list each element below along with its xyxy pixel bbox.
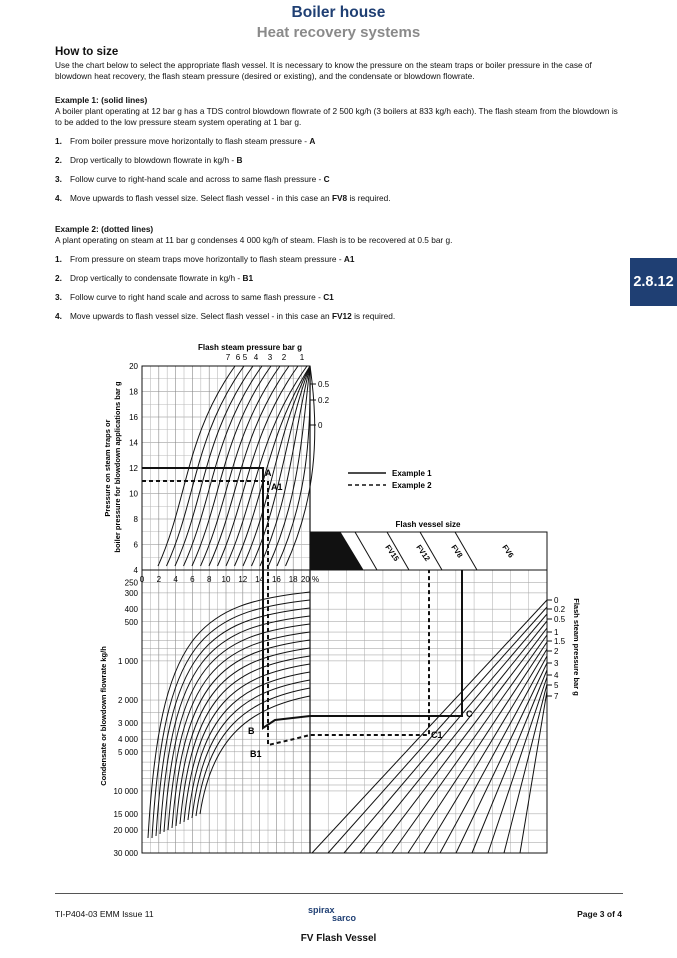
- point-label: C: [466, 709, 473, 719]
- step-ref: B: [236, 155, 243, 165]
- x-tick-label: 12: [238, 575, 248, 584]
- right-tick-label: 1.5: [554, 637, 566, 646]
- top-tick-label: 4: [253, 353, 259, 362]
- right-tick-label: 0: [554, 596, 559, 605]
- x-tick-label: 4: [173, 575, 178, 584]
- top-tick-label: 6: [235, 353, 241, 362]
- y-tick-label: 1 000: [117, 656, 138, 666]
- example2-heading: Example 2: (dotted lines): [55, 224, 154, 234]
- right-tick-label: 4: [554, 671, 559, 680]
- y-tick-label: 15 000: [113, 809, 138, 819]
- top-tick-label: 5: [242, 353, 248, 362]
- x-tick-label: 2: [156, 575, 162, 584]
- vessel-label: FV12: [414, 542, 433, 563]
- x-tick-label: 18: [288, 575, 298, 584]
- diagonal-line: [456, 663, 547, 853]
- step-number: 3.: [55, 292, 62, 302]
- step-ref: C1: [323, 292, 334, 302]
- y-tick-label: 2 000: [117, 696, 138, 706]
- legend-label: Example 2: [392, 481, 432, 490]
- x-tick-label: 6: [190, 575, 195, 584]
- section-tab: 2.8.12: [630, 258, 677, 306]
- step-ref: C: [323, 174, 330, 184]
- point-label: A1: [271, 482, 283, 492]
- right-y-label: Flash steam pressure bar g: [572, 598, 581, 696]
- right-tick-label: 0: [318, 421, 323, 430]
- step-text: From pressure on steam traps move horizontally to flash steam pressure -: [70, 254, 344, 264]
- legend-label: Example 1: [392, 469, 432, 478]
- diagonal-line: [408, 642, 547, 853]
- example1-path: [139, 468, 465, 728]
- y-tick-label: 20 000: [113, 826, 138, 836]
- y-tick-label: 30 000: [113, 849, 138, 858]
- top-tick-label: 2: [281, 353, 287, 362]
- right-tick-label: 7: [554, 692, 559, 701]
- right-tick-label: 0.5: [554, 615, 566, 624]
- x-tick-label: 8: [206, 575, 212, 584]
- pressure-curve: [175, 366, 253, 566]
- y-tick-label: 20: [129, 362, 138, 371]
- step-number: 1.: [55, 254, 62, 264]
- step-text: Move upwards to flash vessel size. Select flash vessel - in this case an: [70, 193, 332, 203]
- chart-title: Flash steam pressure bar g: [197, 343, 303, 352]
- step-after: is required.: [347, 193, 391, 203]
- y-tick-label: 6: [133, 540, 138, 550]
- y-tick-label: 16: [129, 413, 138, 422]
- vessel-header: Flash vessel size: [395, 520, 461, 529]
- x-tick-label: 16: [271, 575, 281, 584]
- diagonal-line: [392, 635, 547, 853]
- vessel-label: FV18: [362, 540, 381, 561]
- flow-curve: [156, 608, 310, 836]
- diagonal-line: [520, 691, 547, 853]
- pressure-curve: [209, 366, 289, 566]
- example1-text: A boiler plant operating at 12 bar g has a TDS control blowdown flowrate of 2 500 kg/h (3 boilers at 833 kg/h each). The flash steam from the blowdown is to be added to the low pressure steam system operating at 1 bar g.: [55, 106, 618, 127]
- x-tick-label: 20 %: [300, 575, 320, 584]
- spirax-sarco-logo: [298, 905, 378, 925]
- step-after: is required.: [351, 311, 396, 321]
- pressure-curve: [167, 366, 245, 566]
- chart-examples: [139, 468, 465, 745]
- top-tick-label: 7: [225, 353, 231, 362]
- y-tick-label: 14: [129, 438, 138, 448]
- x-tick-label: 14: [255, 575, 265, 584]
- logo-bottom: sarco: [332, 913, 357, 923]
- chart-curves: [148, 366, 547, 853]
- footer-page-number: Page 3 of 4: [577, 909, 622, 919]
- point-label: C1: [431, 730, 443, 740]
- step-number: 4.: [55, 311, 62, 321]
- diagonal-line: [360, 621, 547, 853]
- step-number: 3.: [55, 174, 62, 184]
- example1-heading: Example 1: (solid lines): [55, 95, 148, 105]
- y-tick-label: 10: [129, 489, 138, 499]
- y-tick-label: 10 000: [113, 786, 138, 796]
- y-tick-label: 400: [124, 605, 138, 615]
- step-text: Move upwards to flash vessel size. Select flash vessel - in this case an: [70, 311, 332, 321]
- step-text: Follow curve to right hand scale and across to same flash pressure -: [70, 292, 324, 302]
- right-tick-label: 0.5: [318, 380, 330, 389]
- step-number: 2.: [55, 155, 62, 165]
- step-number: 2.: [55, 273, 62, 283]
- right-tick-label: 0.2: [554, 605, 566, 614]
- step-ref: FV8: [331, 193, 348, 203]
- y-tick-label: 8: [133, 515, 138, 524]
- right-tick-label: 5: [554, 681, 559, 690]
- y-tick-label: 18: [129, 387, 138, 397]
- diagonal-line: [488, 677, 547, 853]
- right-tick-label: 2: [554, 647, 559, 656]
- step-number: 1.: [55, 136, 62, 146]
- vessel-label: FV15: [383, 542, 402, 563]
- upper-y-label: [103, 381, 122, 553]
- page-title: Boiler house: [291, 4, 386, 21]
- y-tick-label: 4: [133, 566, 138, 575]
- step-text: From boiler pressure move horizontally to flash steam pressure -: [70, 136, 310, 146]
- example2-text: A plant operating on steam at 11 bar g condenses 4 000 kg/h of steam. Flash is to be recovered at 0.5 bar g.: [55, 235, 453, 245]
- point-label: B: [248, 726, 255, 736]
- y-tick-label: 12: [129, 464, 138, 473]
- point-label: B1: [250, 749, 262, 759]
- pressure-curve: [184, 366, 263, 566]
- footer-divider: [55, 893, 623, 894]
- pressure-curve: [218, 366, 299, 566]
- vessel-label: FV6: [500, 542, 516, 560]
- page-subtitle: Heat recovery systems: [256, 24, 421, 41]
- x-tick-label: 0: [139, 575, 145, 584]
- step-text: Drop vertically to blowdown flowrate in kg/h -: [70, 155, 237, 165]
- step-ref: B1: [242, 273, 254, 283]
- y-tick-label: 300: [124, 588, 138, 598]
- step-text: Follow curve to right-hand scale and across to same flash pressure -: [70, 174, 324, 184]
- step-ref: A: [309, 136, 316, 146]
- flow-curve: [168, 632, 310, 830]
- top-tick-label: 3: [267, 353, 273, 362]
- y-tick-label: 4 000: [117, 735, 138, 745]
- pressure-curve: [226, 366, 307, 566]
- right-tick-label: 3: [554, 659, 559, 668]
- top-tick-label: 1: [299, 353, 305, 362]
- right-tick-label: 1: [554, 628, 559, 637]
- intro-heading: How to size: [55, 46, 119, 58]
- fv18-fill: [310, 532, 363, 570]
- lower-y-label: Condensate or blowdown flowrate kg/h: [99, 646, 108, 786]
- footer-doc-ref: TI-P404-03 EMM Issue 11: [55, 909, 154, 919]
- vessel-label: FV8: [449, 542, 465, 560]
- y-tick-label: 5 000: [117, 747, 138, 757]
- y-tick-label: 250: [124, 578, 138, 588]
- step-ref: A1: [343, 254, 355, 264]
- upper-y-label-line2: boiler pressure for blowdown applications bar g: [113, 381, 122, 553]
- x-tick-label: 10: [221, 575, 231, 584]
- right-tick-label: 0.2: [318, 396, 330, 405]
- y-tick-label: 3 000: [117, 718, 138, 728]
- step-ref: FV12: [331, 311, 352, 321]
- step-text: Drop vertically to condensate flowrate in kg/h -: [70, 273, 243, 283]
- step-number: 4.: [55, 193, 62, 203]
- pressure-curve: [158, 366, 235, 566]
- footer-title: FV Flash Vessel: [300, 933, 377, 944]
- intro-text: Use the chart below to select the appropriate flash vessel. It is necessary to know the pressure on the steam traps or boiler pressure in the case of blowdown heat recovery, the flash steam pressure (desired or existing), and the condensate or blowdown flowrate.: [55, 60, 592, 81]
- y-tick-label: 500: [124, 617, 138, 627]
- lower-frame: [139, 570, 547, 853]
- point-label: A: [265, 468, 272, 478]
- logo-top: spirax: [308, 905, 335, 915]
- upper-y-label-line1: Pressure on steam traps or: [103, 419, 112, 517]
